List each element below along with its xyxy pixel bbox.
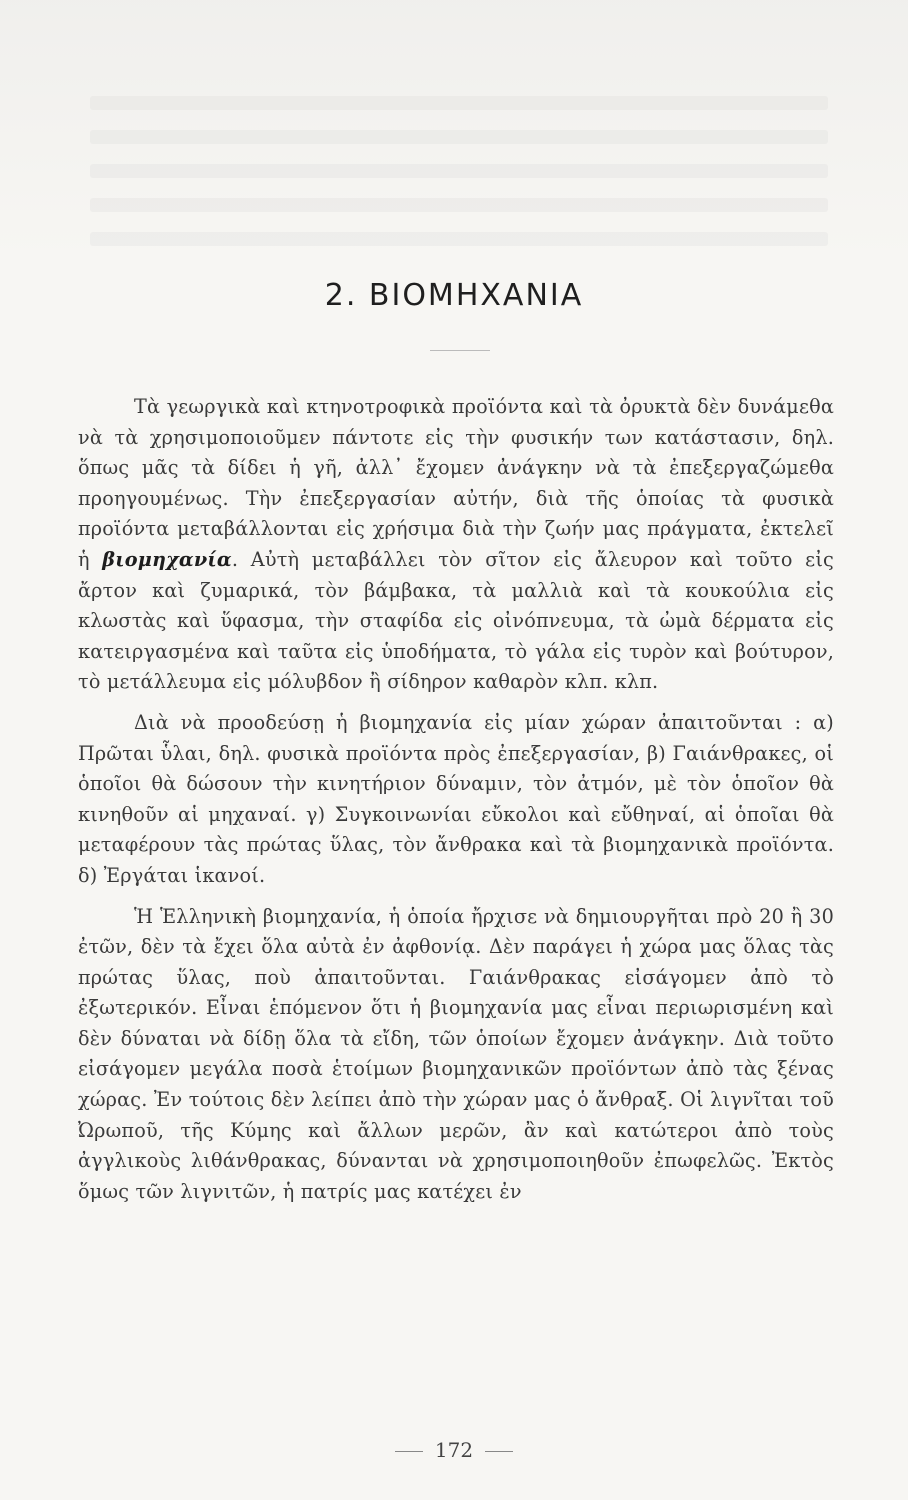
page-footer — [0, 1438, 908, 1462]
show-through-line — [90, 96, 828, 110]
paragraph — [78, 392, 834, 698]
show-through-line — [90, 232, 828, 246]
body-text — [78, 392, 834, 1207]
folio-dash — [395, 1451, 423, 1452]
show-through-area — [0, 0, 908, 260]
paragraph-text: Τὰ γεωργικὰ καὶ κτηνοτροφικὰ προϊόντα καὶ τὰ ὀρυκτὰ δὲν δυνάμεθα νὰ τὰ χρησιμοποιοῦμεν πάντοτε εἰς τὴν φυσικήν των κατάστασιν, δηλ. ὅπως μᾶς τὰ δίδει ἡ γῆ, ἀλλ᾽ ἔχομεν ἀνάγκην νὰ τὰ ἐπεξεργαζώμεθα προηγουμένως. Τὴν ἐπεξεργασίαν αὐτήν, διὰ τῆς ὁποίας τὰ φυσικὰ προϊόντα μεταβάλλονται εἰς χρήσιμα διὰ τὴν ζωήν μας πράγματα, ἐκτελεῖ ἡ — [78, 395, 834, 571]
show-through-line — [90, 164, 828, 178]
title-rule — [430, 350, 490, 351]
paragraph: Διὰ νὰ προοδεύσῃ ἡ βιομηχανία εἰς μίαν χώραν ἀπαιτοῦνται : α) Πρῶται ὗλαι, δηλ. φυσικὰ προϊόντα πρὸς ἐπεξεργασίαν, β) Γαιάνθρακες, οἱ ὁποῖοι θὰ δώσουν τὴν κινητήριον δύναμιν, τὸν ἀτμόν, μὲ τὸν ὁποῖον θὰ κινηθοῦν αἱ μηχαναί. γ) Συγκοινωνίαι εὔκολοι καὶ εὔθηναί, αἱ ὁποῖαι θὰ μεταφέρουν τὰς πρώτας ὕλας, τὸν ἄνθρακα καὶ τὰ βιομηχανικὰ προϊόντα. δ) Ἐργάται ἱκανοί. — [78, 710, 834, 887]
paragraph-text: . Αὐτὴ μεταβάλλει τὸν σῖτον εἰς ἄλευρον καὶ τοῦτο εἰς ἄρτον καὶ ζυμαρικά, τὸν βάμβακα, τὰ μαλλιὰ καὶ τὰ κουκούλια εἰς κλωστὰς καὶ ὕφασμα, τὴν σταφίδα εἰς οἰνόπνευμα, τὰ ὠμὰ δέρματα εἰς κατειργασμένα καὶ ταῦτα εἰς ὑποδήματα, τὸ γάλα εἰς τυρὸν καὶ βούτυρον, τὸ μετάλλευμα εἰς μόλυβδον ἢ σίδηρον καθαρὸν κλπ. κλπ. — [78, 547, 834, 694]
show-through-line — [90, 198, 828, 212]
folio-dash — [485, 1451, 513, 1452]
emphasis-term: βιομηχανία — [102, 547, 232, 571]
paragraph: Ἡ Ἑλληνικὴ βιομηχανία, ἡ ὁποία ἤρχισε νὰ δημιουργῆται πρὸ 20 ἢ 30 ἐτῶν, δὲν τὰ ἔχει ὅλα αὐτὰ ἐν ἀφθονίᾳ. Δὲν παράγει ἡ χώρα μας ὅλας τὰς πρώτας ὕλας, ποὺ ἀπαιτοῦνται. Γαιάνθρακας εἰσάγομεν ἀπὸ τὸ ἐξωτερικόν. Εἶναι ἑπόμενον ὅτι ἡ βιομηχανία μας εἶναι περιωρισμένη καὶ δὲν δύναται νὰ δίδῃ ὅλα τὰ εἴδη, τῶν ὁποίων ἔχομεν ἀνάγκην. Διὰ τοῦτο εἰσάγομεν μεγάλα ποσὰ ἑτοίμων βιομηχανικῶν προϊόντων ἀπὸ τὰς ξένας χώρας. Ἐν τούτοις δὲν λείπει ἀπὸ τὴν χώραν μας ὁ ἄνθραξ. Οἱ λιγνῖται τοῦ Ὠρωποῦ, τῆς Κύμης καὶ ἄλλων μερῶν, ἂν καὶ κατώτεροι ἀπὸ τοὺς ἀγγλικοὺς λιθάνθρακας, δύνανται νὰ χρησιμοποιηθοῦν ἐπωφελῶς. Ἐκτὸς ὅμως τῶν λιγνιτῶν, ἡ πατρίς μας κατέχει ἐν — [78, 904, 834, 1203]
chapter-title: 2. ΒΙΟΜΗΧΑΝΙΑ — [324, 278, 584, 313]
show-through-line — [90, 130, 828, 144]
page-number: 172 — [434, 1438, 474, 1462]
